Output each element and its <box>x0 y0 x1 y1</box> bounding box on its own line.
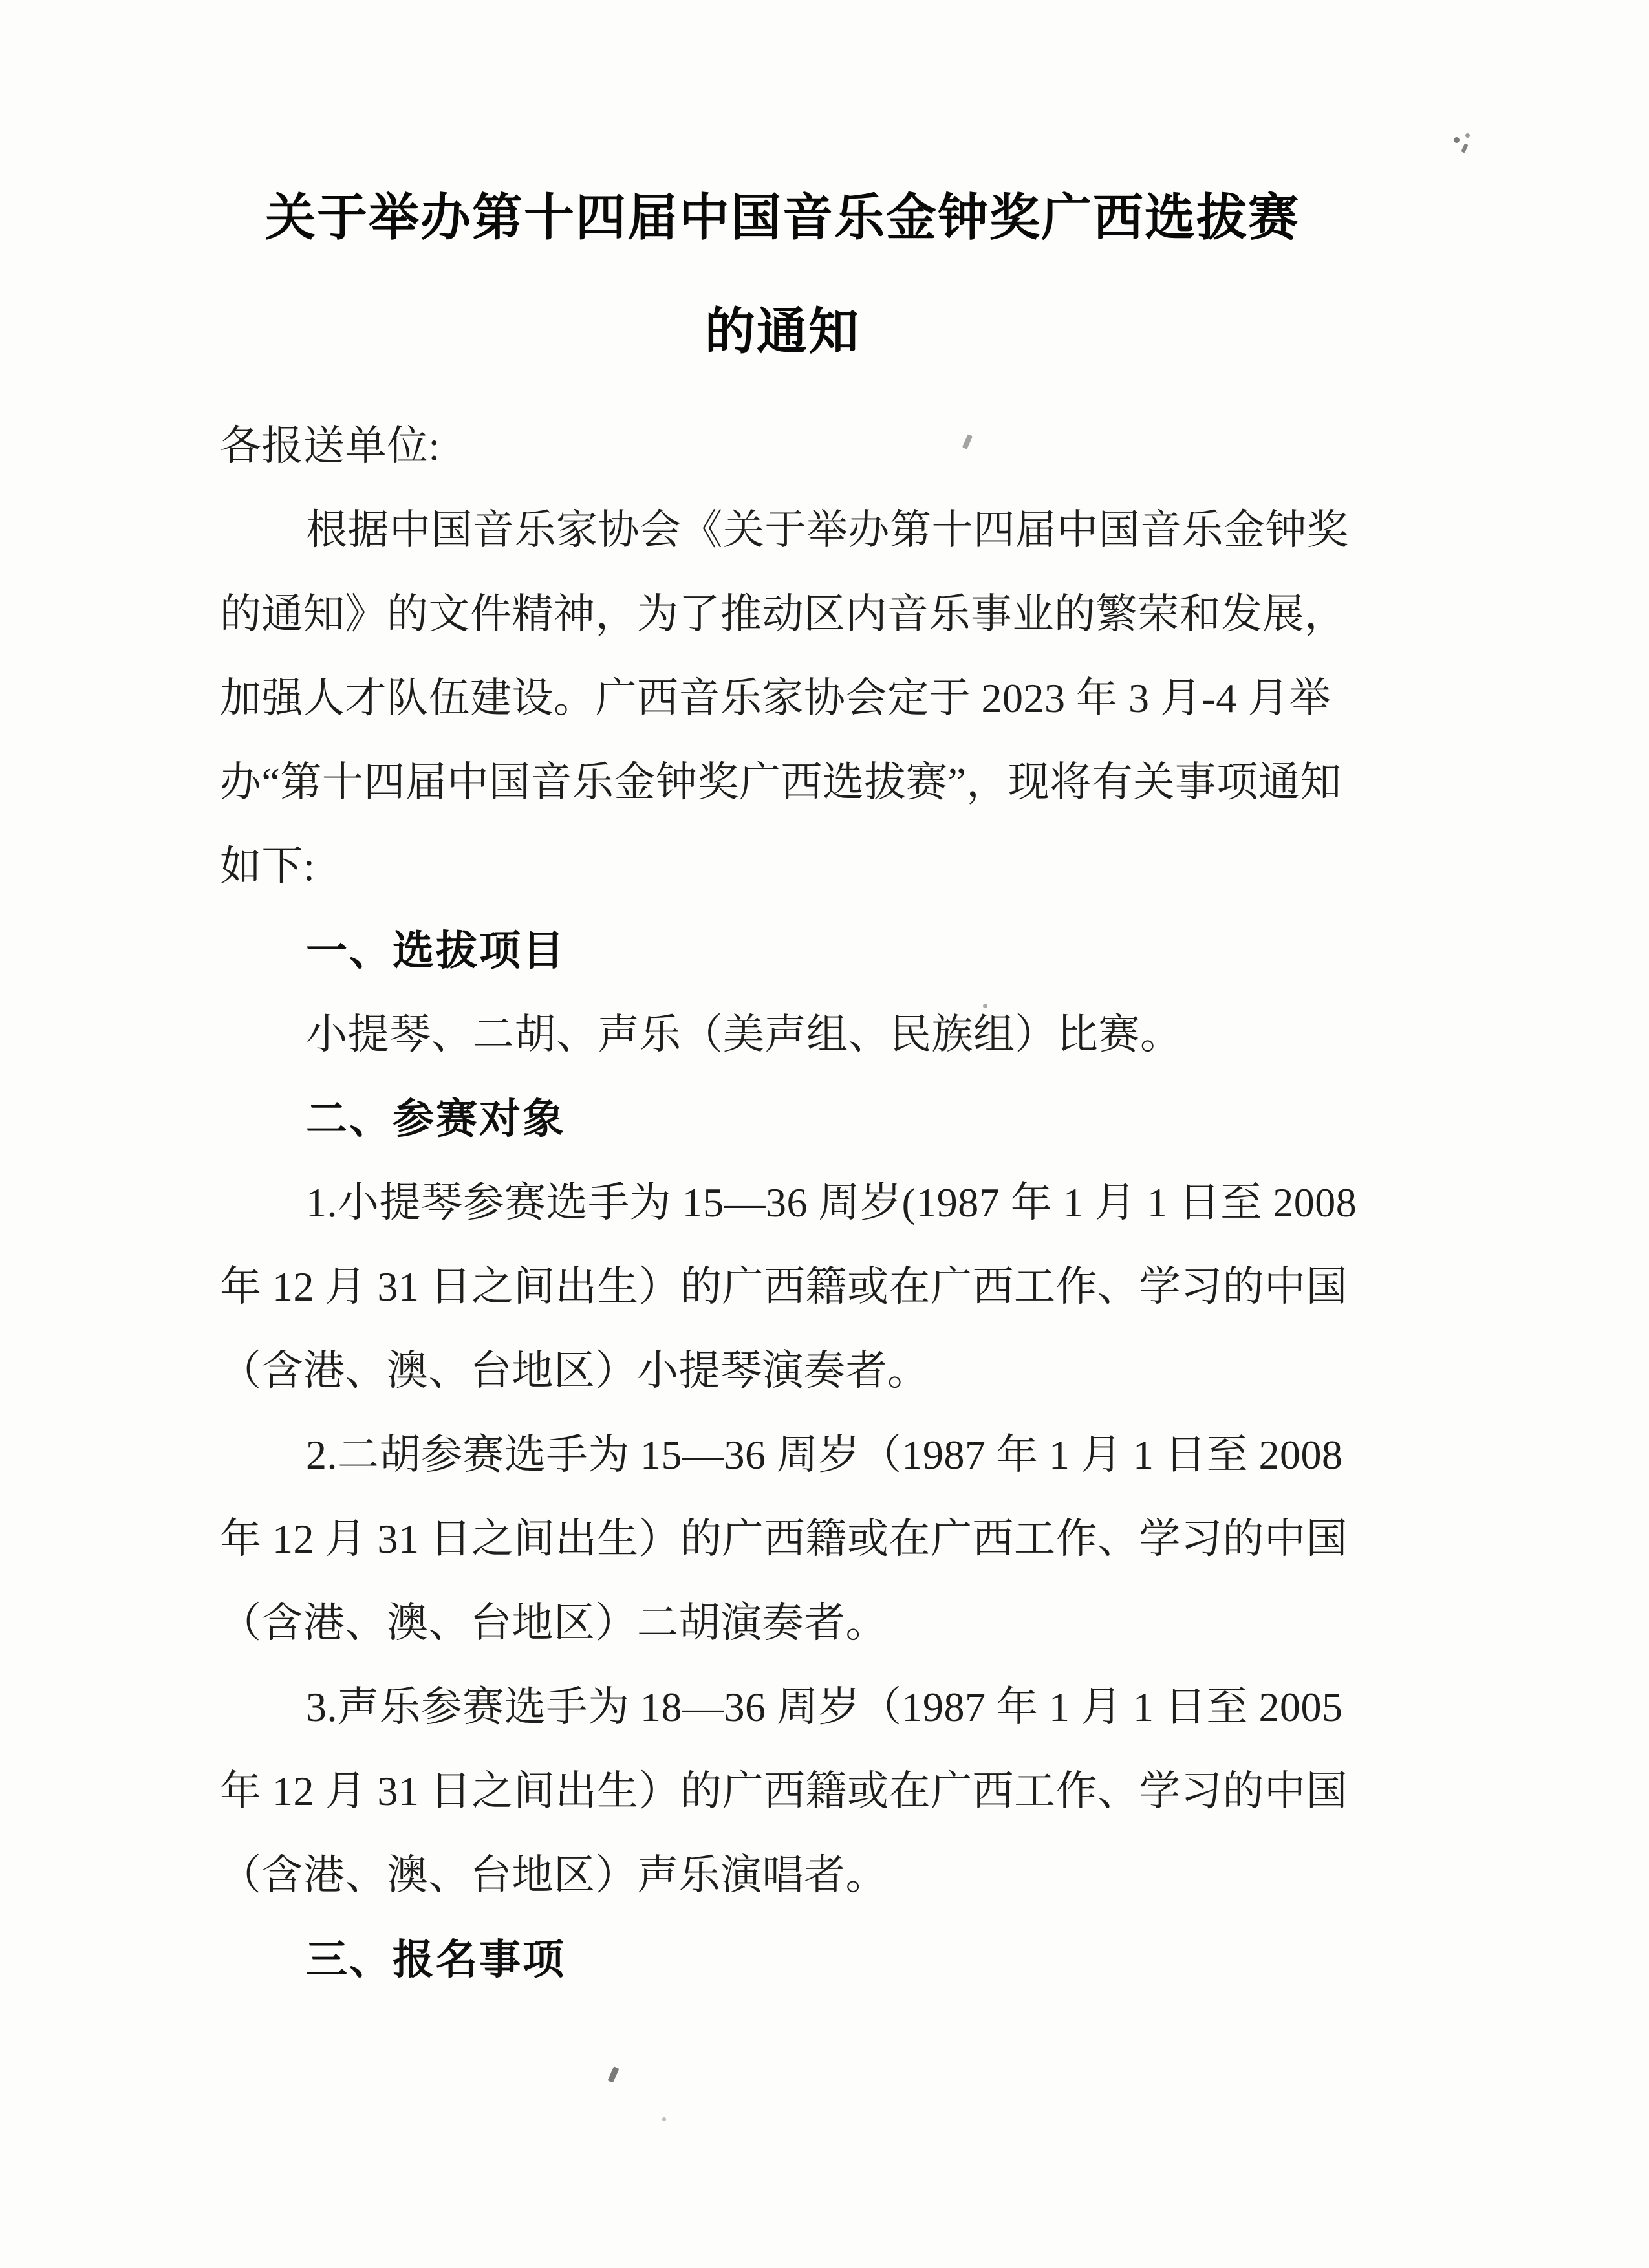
body-line: 加强人才队伍建设。广西音乐家协会定于 2023 年 3 月-4 月举 <box>220 675 1331 721</box>
scan-speck <box>1454 137 1460 143</box>
scan-speck <box>983 1004 987 1008</box>
section-heading-3: 三、报名事项 <box>306 1936 566 1983</box>
document-title-line-2: 的通知 <box>704 303 860 360</box>
document-body <box>220 404 1357 2002</box>
body-line: 年 12 月 31 日之间出生）的广西籍或在广西工作、学习的中国 <box>220 1264 1348 1310</box>
scan-speck <box>1461 143 1468 153</box>
body-line: 3.声乐参赛选手为 18—36 周岁（1987 年 1 月 1 日至 2005 <box>306 1684 1343 1730</box>
document-title-line-1: 关于举办第十四届中国音乐金钟奖广西选拔赛 <box>264 189 1300 246</box>
document-title <box>0 160 1607 388</box>
body-line: 办“第十四届中国音乐金钟奖广西选拔赛”，现将有关事项通知 <box>220 759 1342 805</box>
body-line: 年 12 月 31 日之间出生）的广西籍或在广西工作、学习的中国 <box>220 1768 1348 1814</box>
body-line: 1.小提琴参赛选手为 15—36 周岁(1987 年 1 月 1 日至 2008 <box>306 1180 1357 1226</box>
body-line: 小提琴、二胡、声乐（美声组、民族组）比赛。 <box>306 1011 1182 1057</box>
scan-speck <box>662 2117 666 2121</box>
body-line: 2.二胡参赛选手为 15—36 周岁（1987 年 1 月 1 日至 2008 <box>306 1432 1343 1478</box>
section-heading-1: 一、选拔项目 <box>306 927 566 974</box>
body-line: 根据中国音乐家协会《关于举办第十四届中国音乐金钟奖 <box>306 507 1349 553</box>
body-line: （含港、澳、台地区）二胡演奏者。 <box>220 1600 887 1646</box>
section-heading-2: 二、参赛对象 <box>306 1096 566 1142</box>
body-line: （含港、澳、台地区）小提琴演奏者。 <box>220 1348 929 1394</box>
body-line: 年 12 月 31 日之间出生）的广西籍或在广西工作、学习的中国 <box>220 1516 1348 1562</box>
body-line: （含港、澳、台地区）声乐演唱者。 <box>220 1852 887 1898</box>
body-line: 的通知》的文件精神，为了推动区内音乐事业的繁荣和发展， <box>220 591 1346 637</box>
body-line: 如下: <box>220 843 316 889</box>
salutation-line: 各报送单位: <box>220 423 440 469</box>
scan-speck <box>608 2066 620 2083</box>
scan-speck <box>1465 133 1470 138</box>
